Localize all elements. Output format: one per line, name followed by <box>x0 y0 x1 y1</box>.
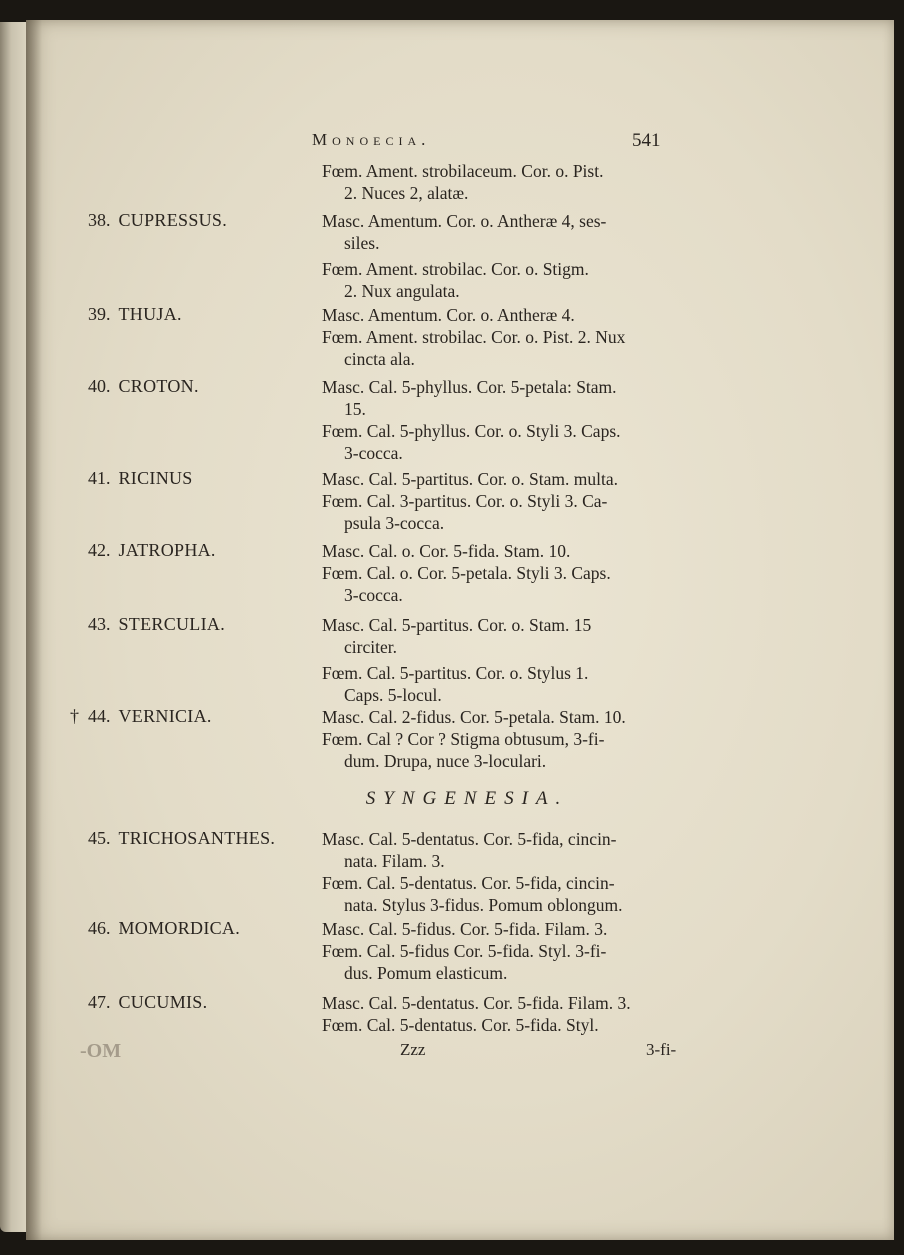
description-line: Fœm. Ament. strobilaceum. Cor. o. Pist. <box>322 161 604 181</box>
description-line: Masc. Cal. 5-partitus. Cor. o. Stam. multa. <box>322 469 619 489</box>
bleed-through-text: -OM <box>80 1040 122 1062</box>
description-line: Fœm. Cal ? Cor ? Stigma obtusum, 3-fi- <box>322 729 605 749</box>
description-line: Fœm. Cal. 5-partitus. Cor. o. Stylus 1. <box>322 663 589 683</box>
genus-name: RICINUS <box>118 468 193 488</box>
genus-heading <box>88 614 225 635</box>
description-line: Fœm. Cal. 5-phyllus. Cor. o. Styli 3. Caps. <box>322 421 621 441</box>
genus-description <box>322 992 702 1036</box>
dagger-mark: † <box>70 706 79 726</box>
genus-description <box>322 376 702 464</box>
genus-number: 46. <box>88 918 111 938</box>
description-line: Masc. Cal. 5-partitus. Cor. o. Stam. 15 <box>322 615 592 635</box>
genus-heading <box>88 992 207 1013</box>
genus-number: 41. <box>88 468 111 488</box>
genus-name: CROTON. <box>118 376 199 396</box>
genus-heading <box>88 468 193 489</box>
genus-heading <box>88 828 275 849</box>
genus-name: CUCUMIS. <box>118 992 208 1012</box>
description-line: Masc. Cal. 5-dentatus. Cor. 5-fida. Filam. 3. <box>322 993 631 1013</box>
running-header <box>312 130 712 154</box>
description-line: Masc. Amentum. Cor. o. Antheræ 4. <box>322 305 575 325</box>
description-line: siles. <box>344 233 380 253</box>
description-line: dum. Drupa, nuce 3-loculari. <box>344 751 547 771</box>
description-line: Fœm. Cal. 5-dentatus. Cor. 5-fida, cincin- <box>322 873 615 893</box>
genus-heading <box>70 706 212 727</box>
description-line: cincta ala. <box>344 349 415 369</box>
genus-name: STERCULIA. <box>118 614 225 634</box>
genus-name: JATROPHA. <box>118 540 216 560</box>
genus-description <box>322 706 702 772</box>
genus-name: THUJA. <box>118 304 182 324</box>
genus-heading <box>88 918 240 939</box>
genus-description <box>322 918 702 984</box>
description-line: Masc. Cal. 5-phyllus. Cor. 5-petala: Stam. <box>322 377 617 397</box>
description-line: 3-cocca. <box>344 585 403 605</box>
genus-number: 44. <box>88 706 111 726</box>
description-line: Fœm. Cal. 3-partitus. Cor. o. Styli 3. Ca- <box>322 491 608 511</box>
description-line: Masc. Cal. 5-fidus. Cor. 5-fida. Filam. 3. <box>322 919 608 939</box>
genus-heading <box>88 376 199 397</box>
description-line: Fœm. Cal. 5-fidus Cor. 5-fida. Styl. 3-fi- <box>322 941 607 961</box>
genus-description <box>322 614 702 706</box>
genus-description <box>322 540 702 606</box>
running-title: Monoecia. <box>312 130 431 149</box>
description-line: Fœm. Ament. strobilac. Cor. o. Pist. 2. Nux <box>322 327 626 347</box>
description-line: psula 3-cocca. <box>344 513 445 533</box>
catchword: 3-fi- <box>646 1040 677 1059</box>
description-line: Masc. Amentum. Cor. o. Antheræ 4, ses- <box>322 211 607 231</box>
genus-heading <box>88 540 216 561</box>
description-line: nata. Stylus 3-fidus. Pomum oblongum. <box>344 895 623 915</box>
genus-description <box>322 160 702 204</box>
description-line: Caps. 5-locul. <box>344 685 442 705</box>
genus-description <box>322 304 702 370</box>
genus-number: 38. <box>88 210 111 230</box>
genus-number: 43. <box>88 614 111 634</box>
page-number: 541 <box>632 130 661 151</box>
description-line: Masc. Cal. 2-fidus. Cor. 5-petala. Stam. 10. <box>322 707 626 727</box>
signature-mark: Zzz <box>400 1040 426 1059</box>
description-line: 2. Nuces 2, alatæ. <box>344 183 469 203</box>
genus-number: 39. <box>88 304 111 324</box>
description-line: Masc. Cal. o. Cor. 5-fida. Stam. 10. <box>322 541 571 561</box>
description-line: 15. <box>344 399 366 419</box>
genus-description <box>322 468 702 534</box>
genus-name: CUPRESSUS. <box>118 210 228 230</box>
description-line: Fœm. Cal. 5-dentatus. Cor. 5-fida. Styl. <box>322 1015 599 1035</box>
description-line: circiter. <box>344 637 397 657</box>
genus-heading <box>88 210 227 231</box>
description-line: 2. Nux angulata. <box>344 281 460 301</box>
description-line: Fœm. Cal. o. Cor. 5-petala. Styli 3. Caps. <box>322 563 611 583</box>
genus-number: 47. <box>88 992 111 1012</box>
genus-name: TRICHOSANTHES. <box>118 828 276 848</box>
genus-heading <box>88 304 182 325</box>
genus-name: VERNICIA. <box>118 706 212 726</box>
genus-description <box>322 210 702 302</box>
genus-number: 40. <box>88 376 111 396</box>
genus-name: MOMORDICA. <box>118 918 241 938</box>
description-line: dus. Pomum elasticum. <box>344 963 508 983</box>
description-line: Fœm. Ament. strobilac. Cor. o. Stigm. <box>322 259 589 279</box>
section-heading: SYNGENESIA. <box>365 788 569 809</box>
description-line: Masc. Cal. 5-dentatus. Cor. 5-fida, cincin- <box>322 829 617 849</box>
genus-description <box>322 828 702 916</box>
page-footer <box>0 1040 904 1064</box>
genus-number: 45. <box>88 828 111 848</box>
description-line: nata. Filam. 3. <box>344 851 445 871</box>
genus-number: 42. <box>88 540 111 560</box>
description-line: 3-cocca. <box>344 443 403 463</box>
